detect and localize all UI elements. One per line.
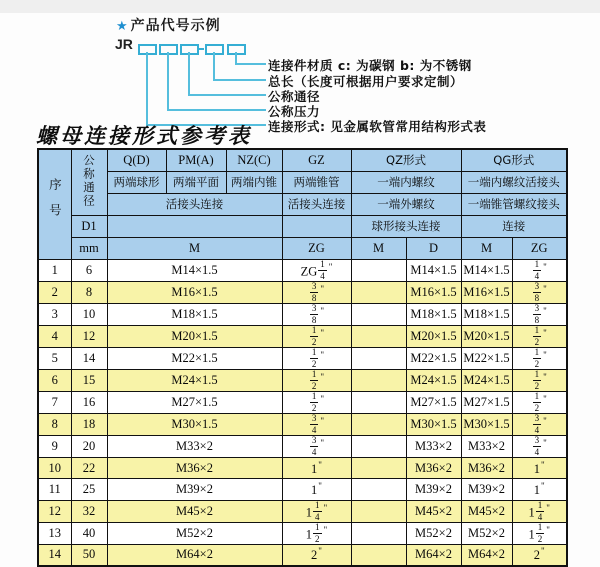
- header-form-gz: GZ: [282, 149, 351, 172]
- cell-qz-m: [351, 458, 406, 479]
- cell-zg: $\frac{3}{4}$ ": [282, 414, 351, 436]
- header-endtype-gz: 两端锥管: [282, 172, 351, 194]
- cell-no: 11: [38, 479, 71, 500]
- star-icon: ★: [116, 19, 129, 34]
- table-row: [38, 436, 567, 458]
- cell-no: 10: [38, 458, 71, 479]
- cell-qg-m: M16×1.5: [461, 282, 512, 304]
- table-row: [38, 414, 567, 436]
- cell-zg: $\frac{3}{4}$ ": [282, 436, 351, 458]
- cell-qz-d: M16×1.5: [406, 282, 461, 304]
- cell-dn: 18: [71, 414, 107, 436]
- cell-m: M27×1.5: [107, 392, 282, 414]
- code-label-2: 总长（长度可根据用户要求定制）: [268, 74, 464, 89]
- cell-qz-m: [351, 392, 406, 414]
- product-code-title-text: 产品代号示例: [130, 18, 221, 34]
- cell-m: M33×2: [107, 436, 282, 458]
- header-d1: D1: [71, 216, 107, 238]
- cell-dn: 12: [71, 326, 107, 348]
- header-endtype-nzc: 两端内锥: [226, 172, 282, 194]
- cell-dn: 8: [71, 282, 107, 304]
- cell-m: M18×1.5: [107, 304, 282, 326]
- cell-qg-m: M18×1.5: [461, 304, 512, 326]
- cell-dn: 6: [71, 260, 107, 282]
- table-row: [38, 260, 567, 282]
- header-form-nzc: NZ(C): [226, 149, 282, 172]
- table-row: [38, 326, 567, 348]
- cell-m: M36×2: [107, 458, 282, 479]
- cell-zg: 1": [282, 458, 351, 479]
- cell-m: M22×1.5: [107, 348, 282, 370]
- cell-m: M24×1.5: [107, 370, 282, 392]
- cell-dn: 15: [71, 370, 107, 392]
- cell-qg-zg: $\frac{3}{4}$ ": [512, 414, 567, 436]
- cell-qz-m: [351, 326, 406, 348]
- cell-qz-m: [351, 414, 406, 436]
- cell-qg-zg: $\frac{1}{2}$ ": [512, 326, 567, 348]
- cell-qz-m: [351, 260, 406, 282]
- cell-qz-d: M30×1.5: [406, 414, 461, 436]
- table-row: [38, 282, 567, 304]
- header-serial: 序号: [38, 149, 71, 260]
- header-thread-qg-m: M: [461, 238, 512, 260]
- header-form-qd: Q(D): [107, 149, 166, 172]
- cell-zg: $\frac{1}{2}$ ": [282, 326, 351, 348]
- cell-qz-d: M45×2: [406, 500, 461, 522]
- cell-dn: 16: [71, 392, 107, 414]
- cell-qz-m: [351, 282, 406, 304]
- header-form-qg: QG形式: [461, 149, 567, 172]
- cell-m: M20×1.5: [107, 326, 282, 348]
- cell-qg-zg: $\frac{1}{2}$ ": [512, 392, 567, 414]
- cell-zg: $\frac{1}{2}$ ": [282, 348, 351, 370]
- cell-zg: 1 $\frac{1}{2}$ ": [282, 522, 351, 544]
- cell-qg-m: M27×1.5: [461, 392, 512, 414]
- cell-qz-d: M64×2: [406, 544, 461, 566]
- table-row: [38, 392, 567, 414]
- code-dash: [197, 48, 204, 50]
- cell-qz-m: [351, 500, 406, 522]
- leader-line-5: [146, 52, 266, 126]
- cell-dn: 40: [71, 522, 107, 544]
- cell-no: 8: [38, 414, 71, 436]
- cell-qg-m: M36×2: [461, 458, 512, 479]
- cell-m: M39×2: [107, 479, 282, 500]
- cell-qg-zg: 1 $\frac{1}{2}$ ": [512, 522, 567, 544]
- cell-no: 12: [38, 500, 71, 522]
- cell-qg-m: M64×2: [461, 544, 512, 566]
- code-label-4: 公称压力: [268, 104, 321, 119]
- table-row: [38, 479, 567, 500]
- cell-qg-m: M45×2: [461, 500, 512, 522]
- table-row: [38, 544, 567, 566]
- header-conn-qg: 一端锥管螺纹接头: [461, 194, 567, 216]
- cell-zg: $\frac{1}{2}$ ": [282, 370, 351, 392]
- cell-qg-m: M14×1.5: [461, 260, 512, 282]
- header-endtype-pma: 两端平面: [166, 172, 226, 194]
- cell-qz-d: M18×1.5: [406, 304, 461, 326]
- cell-qz-d: M24×1.5: [406, 370, 461, 392]
- cell-qz-d: M52×2: [406, 522, 461, 544]
- product-code-prefix: JR: [115, 36, 133, 52]
- cell-zg: ZG $\frac{1}{4}$ ": [282, 260, 351, 282]
- table-row: [38, 500, 567, 522]
- cell-m: M14×1.5: [107, 260, 282, 282]
- cell-no: 3: [38, 304, 71, 326]
- cell-qz-d: M33×2: [406, 436, 461, 458]
- cell-no: 1: [38, 260, 71, 282]
- cell-zg: $\frac{1}{2}$ ": [282, 392, 351, 414]
- cell-qg-m: M20×1.5: [461, 326, 512, 348]
- table-header: [38, 149, 567, 260]
- cell-qg-zg: $\frac{1}{2}$ ": [512, 370, 567, 392]
- cell-qz-m: [351, 370, 406, 392]
- cell-dn: 20: [71, 436, 107, 458]
- cell-qg-m: M22×1.5: [461, 348, 512, 370]
- cell-qg-zg: $\frac{1}{2}$ ": [512, 348, 567, 370]
- nut-connection-reference-table: [37, 148, 568, 567]
- table-title: 螺母连接形式参考表: [36, 124, 252, 148]
- table-body: [38, 260, 567, 566]
- cell-qg-m: M30×1.5: [461, 414, 512, 436]
- cell-m: M64×2: [107, 544, 282, 566]
- header-unit-mm: mm: [71, 238, 107, 260]
- cell-qz-d: M36×2: [406, 458, 461, 479]
- cell-qz-m: [351, 436, 406, 458]
- header-conn-qz: 一端外螺纹: [351, 194, 461, 216]
- header-thread-qz-m: M: [351, 238, 406, 260]
- code-label-3: 公称通径: [268, 89, 321, 104]
- scan-edge-strip: [0, 0, 600, 13]
- header-thread-m: M: [107, 238, 282, 260]
- header-conn2-qg: 连接: [461, 216, 567, 238]
- cell-m: M16×1.5: [107, 282, 282, 304]
- cell-zg: 2": [282, 544, 351, 566]
- cell-m: M30×1.5: [107, 414, 282, 436]
- cell-qg-zg: 1": [512, 458, 567, 479]
- header-d1-blank-gz: [282, 216, 351, 238]
- cell-qg-zg: 2": [512, 544, 567, 566]
- cell-zg: 1": [282, 479, 351, 500]
- table-row: [38, 348, 567, 370]
- cell-zg: $\frac{3}{8}$ ": [282, 304, 351, 326]
- header-endtype-qg: 一端内螺纹活接头: [461, 172, 567, 194]
- cell-no: 6: [38, 370, 71, 392]
- code-label-5: 连接形式: 见金属软管常用结构形式表: [268, 119, 487, 134]
- cell-m: M45×2: [107, 500, 282, 522]
- cell-m: M52×2: [107, 522, 282, 544]
- header-conn2-qz: 球形接头连接: [351, 216, 461, 238]
- cell-no: 9: [38, 436, 71, 458]
- cell-no: 13: [38, 522, 71, 544]
- cell-no: 5: [38, 348, 71, 370]
- cell-qz-d: M39×2: [406, 479, 461, 500]
- header-d1-blank-left: [107, 216, 282, 238]
- cell-no: 7: [38, 392, 71, 414]
- product-code-section-title: [116, 15, 221, 35]
- cell-qz-d: M27×1.5: [406, 392, 461, 414]
- cell-qz-d: M20×1.5: [406, 326, 461, 348]
- table-row: [38, 370, 567, 392]
- header-thread-qg-zg: ZG: [512, 238, 567, 260]
- code-label-1: 连接件材质 c: 为碳钢 b: 为不锈钢: [268, 58, 472, 73]
- table-row: [38, 522, 567, 544]
- cell-qz-m: [351, 304, 406, 326]
- cell-no: 4: [38, 326, 71, 348]
- cell-qg-m: M52×2: [461, 522, 512, 544]
- cell-qg-zg: $\frac{1}{4}$ ": [512, 260, 567, 282]
- cell-qg-zg: $\frac{3}{8}$ ": [512, 304, 567, 326]
- header-conn-gz: 活接头连接: [282, 194, 351, 216]
- cell-qz-d: M22×1.5: [406, 348, 461, 370]
- cell-dn: 32: [71, 500, 107, 522]
- header-endtype-qd: 两端球形: [107, 172, 166, 194]
- cell-qg-m: M33×2: [461, 436, 512, 458]
- cell-qg-zg: $\frac{3}{8}$ ": [512, 282, 567, 304]
- cell-qz-m: [351, 544, 406, 566]
- cell-dn: 10: [71, 304, 107, 326]
- header-nominal-diameter: 公称通径: [71, 149, 107, 216]
- cell-dn: 25: [71, 479, 107, 500]
- header-thread-zg: ZG: [282, 238, 351, 260]
- table-row: [38, 304, 567, 326]
- cell-zg: 1 $\frac{1}{4}$ ": [282, 500, 351, 522]
- cell-no: 2: [38, 282, 71, 304]
- cell-qz-d: M14×1.5: [406, 260, 461, 282]
- cell-qg-zg: 1": [512, 479, 567, 500]
- header-form-pma: PM(A): [166, 149, 226, 172]
- table-row: [38, 458, 567, 479]
- cell-dn: 14: [71, 348, 107, 370]
- cell-dn: 22: [71, 458, 107, 479]
- header-thread-qz-d: D: [406, 238, 461, 260]
- header-form-qz: QZ形式: [351, 149, 461, 172]
- cell-dn: 50: [71, 544, 107, 566]
- cell-qg-m: M39×2: [461, 479, 512, 500]
- cell-qz-m: [351, 479, 406, 500]
- cell-zg: $\frac{3}{8}$ ": [282, 282, 351, 304]
- header-endtype-qz: 一端内螺纹: [351, 172, 461, 194]
- header-conn-union: 活接头连接: [107, 194, 282, 216]
- cell-qg-zg: 1 $\frac{1}{4}$ ": [512, 500, 567, 522]
- cell-no: 14: [38, 544, 71, 566]
- cell-qz-m: [351, 348, 406, 370]
- cell-qg-zg: $\frac{3}{4}$ ": [512, 436, 567, 458]
- cell-qz-m: [351, 522, 406, 544]
- cell-qg-m: M24×1.5: [461, 370, 512, 392]
